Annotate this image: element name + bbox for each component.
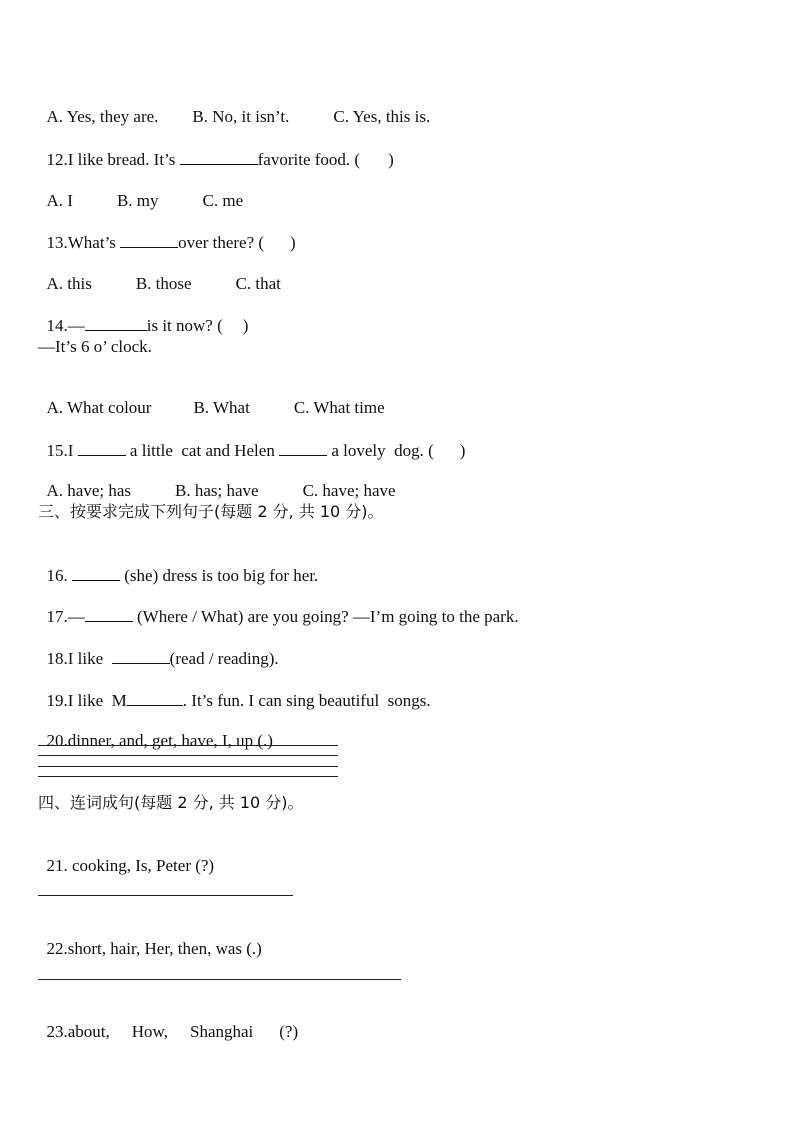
q18-number: 18. (46, 649, 68, 668)
q13-number: 13. (46, 233, 68, 252)
q19-text-before: I like M (67, 691, 127, 710)
q15-blank-1[interactable] (78, 440, 126, 456)
question-12 (38, 129, 394, 170)
q13-blank[interactable] (120, 232, 178, 248)
q15-paren-close: ) (459, 441, 466, 460)
q17-dash: — (67, 607, 85, 626)
q23-word-1: about, (67, 1022, 110, 1041)
q20-answer-line-2[interactable] (38, 755, 338, 756)
q20-number: 20. (46, 731, 68, 750)
q13-option-c: C. that (235, 274, 281, 293)
q18-text-before: I like (67, 649, 112, 668)
q15-blank-2[interactable] (279, 440, 327, 456)
q18-blank[interactable] (112, 648, 170, 664)
q17-text-after: (Where / What) are you going? —I’m going to the park. (132, 607, 519, 626)
q14-text-after: is it now? ( (146, 316, 223, 335)
q14-blank[interactable] (85, 315, 147, 331)
q14-number: 14. (46, 316, 68, 335)
q21-number: 21 (46, 856, 64, 875)
q20-text: dinner, and, get, have, I, up (.) (67, 731, 273, 750)
question-17 (38, 586, 519, 627)
q12-text-before: I like bread. It’s (67, 150, 180, 169)
q12-options (38, 171, 243, 211)
q14-options (38, 378, 385, 418)
q21-answer-line[interactable] (38, 895, 293, 896)
q15-text-after: a lovely dog. ( (327, 441, 434, 460)
q14-option-a: A. What colour (46, 398, 152, 417)
q18-text-after: (read / reading). (169, 649, 279, 668)
q12-paren-close: ) (388, 150, 394, 169)
q19-text-after: . It’s fun. I can sing beautiful songs. (182, 691, 431, 710)
q11-option-c: C. Yes, this is. (333, 107, 431, 126)
q14-option-c: C. What time (293, 398, 385, 417)
question-23 (38, 1002, 298, 1042)
q12-option-c: C. me (202, 191, 244, 210)
q15-text-before: I (67, 441, 78, 460)
q15-options (38, 461, 396, 501)
question-21 (38, 836, 214, 876)
q14-answer-line: —It’s 6 o’ clock. (38, 337, 152, 356)
q22-text: short, hair, Her, then, was (.) (67, 939, 262, 958)
q22-number: 22. (46, 939, 68, 958)
q13-paren-close: ) (290, 233, 296, 252)
q20-answer-line-4[interactable] (38, 776, 338, 777)
q19-blank[interactable] (127, 690, 183, 706)
q12-number: 12. (46, 150, 68, 169)
q16-number: 16. (46, 566, 72, 585)
q13-option-a: A. this (46, 274, 92, 293)
section-3-heading: 三、按要求完成下列句子(每题 2 分, 共 10 分)。 (38, 502, 384, 521)
q23-word-3: Shanghai (189, 1022, 254, 1041)
q12-text-after: favorite food. ( (257, 150, 361, 169)
q16-blank[interactable] (72, 565, 120, 581)
q23-word-2: How, (131, 1022, 168, 1041)
question-18 (38, 628, 279, 669)
q13-text-after: over there? ( (178, 233, 265, 252)
q17-number: 17. (46, 607, 68, 626)
q12-option-b: B. my (116, 191, 159, 210)
q12-blank[interactable] (180, 149, 258, 165)
question-13 (38, 212, 296, 253)
q20-answer-line-3[interactable] (38, 766, 338, 767)
question-15 (38, 420, 465, 461)
q20-answer-line-1[interactable] (38, 745, 338, 746)
q14-dash: — (67, 316, 85, 335)
q11-option-a: A. Yes, they are. (46, 107, 159, 126)
q13-text-before: What’s (67, 233, 121, 252)
q15-option-a: A. have; has (46, 481, 132, 500)
q19-number: 19. (46, 691, 68, 710)
q13-option-b: B. those (135, 274, 192, 293)
q15-option-b: B. has; have (175, 481, 259, 500)
q22-answer-line[interactable] (38, 979, 401, 980)
q16-text-after: (she) dress is too big for her. (120, 566, 319, 585)
question-16 (38, 545, 318, 586)
q15-option-c: C. have; have (302, 481, 396, 500)
q21-text: . cooking, Is, Peter (?) (63, 856, 215, 875)
question-14 (38, 295, 248, 336)
q14-paren-close: ) (242, 316, 249, 335)
q13-options (38, 254, 281, 294)
question-19 (38, 670, 431, 711)
q11-options (38, 87, 430, 127)
q23-number: 23. (46, 1022, 68, 1041)
q23-word-4: (?) (279, 1022, 299, 1041)
q12-option-a: A. I (46, 191, 73, 210)
section-4-heading: 四、连词成句(每题 2 分, 共 10 分)。 (38, 793, 304, 812)
q15-text-middle: a little cat and Helen (125, 441, 280, 460)
question-22 (38, 919, 262, 959)
q17-blank[interactable] (85, 606, 133, 622)
q11-option-b: B. No, it isn’t. (192, 107, 290, 126)
q15-number: 15. (46, 441, 68, 460)
q14-option-b: B. What (193, 398, 250, 417)
